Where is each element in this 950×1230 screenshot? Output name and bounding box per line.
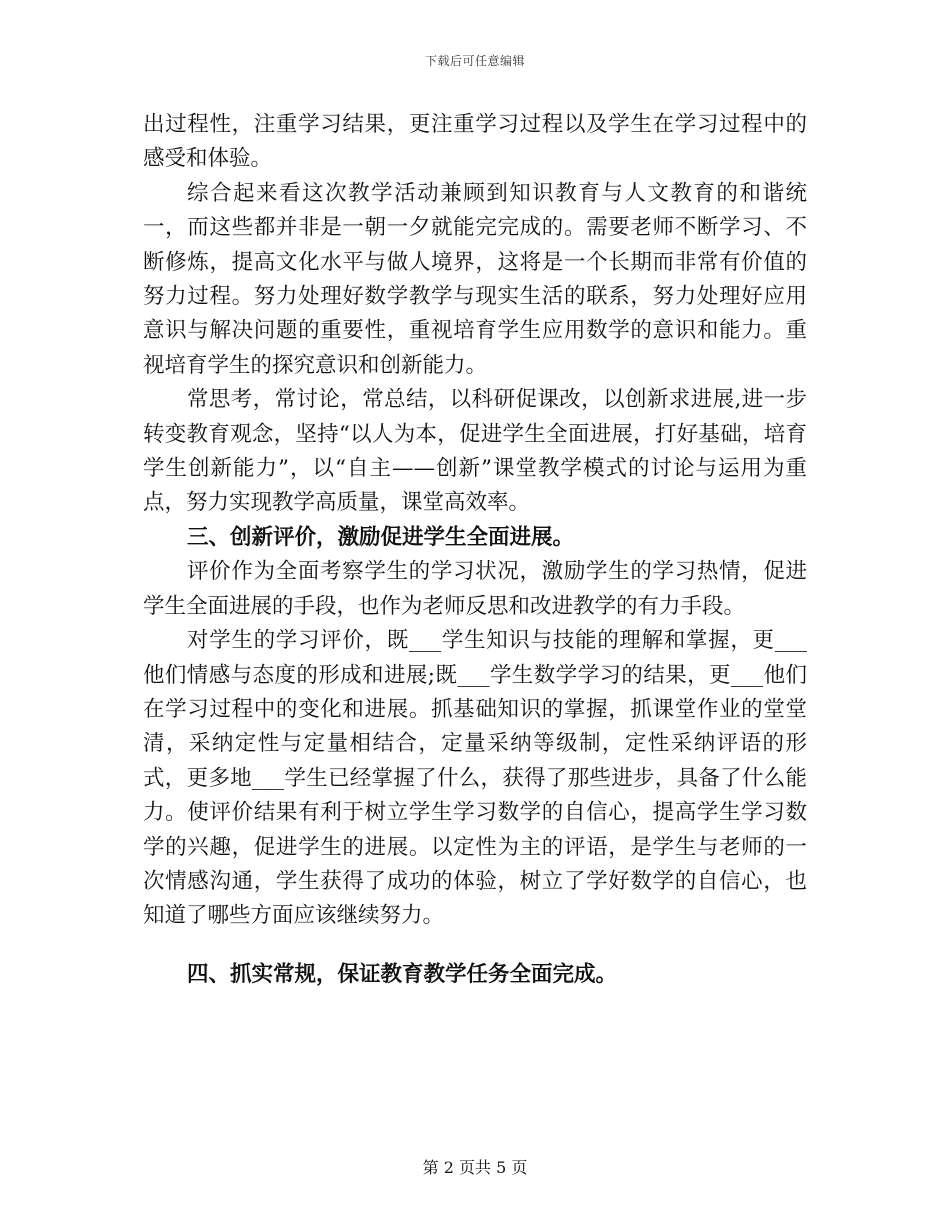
section-heading-3: 三、创新评价，激励促进学生全面进展。 [187,524,575,550]
paragraph-evaluation-detail: 对学生的学习评价，既___学生知识与技能的理解和掌握，更___他们情感与态度的形成和进展;既___学生数学学习的结果，更___他们在学习过程中的变化和进展。抓基础知识的掌握，抓课堂作业的堂堂清，采纳定性与定量相结合，定量采纳等级制，定性采纳评语的形式，更多地___学生已经掌握了什么，获得了那些进步，具备了什么能力。使评价结果有利于树立学生学习数学的自信心，提高学生学习数学的兴趣，促进学生的进展。以定性为主的评语，是学生与老师的一次情感沟通，学生获得了成功的体验，树立了学好数学的自信心，也知道了哪些方面应该继续努力。 [143,628,807,929]
section-heading-4: 四、抓实常规，保证教育教学任务全面完成。 [187,961,618,987]
paragraph-reflection: 常思考，常讨论，常总结，以科研促课改，以创新求进展,进一步转变教育观念，坚持“以人为本，促进学生全面进展，打好基础，培育学生创新能力”，以“自主——创新”课堂教学模式的讨论与运用为重点，努力实现教学高质量，课堂高效率。 [143,387,807,516]
page-header: 下载后可任意编辑 [424,54,525,68]
paragraph-continuation: 出过程性，注重学习结果，更注重学习过程以及学生在学习过程中的感受和体验。 [143,112,807,172]
document-body [143,108,807,992]
heading-spacer [143,934,807,958]
page-footer: 第 2 页共 5 页 [422,1158,528,1177]
paragraph-evaluation-intro: 评价作为全面考察学生的学习状况，激励学生的学习热情，促进学生全面进展的手段，也作为老师反思和改进教学的有力手段。 [143,559,807,619]
paragraph-summary: 综合起来看这次教学活动兼顾到知识教育与人文教育的和谐统一，而这些都并非是一朝一夕就能完完成的。需要老师不断学习、不断修炼，提高文化水平与做人境界，这将是一个长期而非常有价值的努力过程。努力处理好数学教学与现实生活的联系，努力处理好应用意识与解决问题的重要性，重视培育学生应用数学的意识和能力。重视培育学生的探究意识和创新能力。 [143,180,807,378]
